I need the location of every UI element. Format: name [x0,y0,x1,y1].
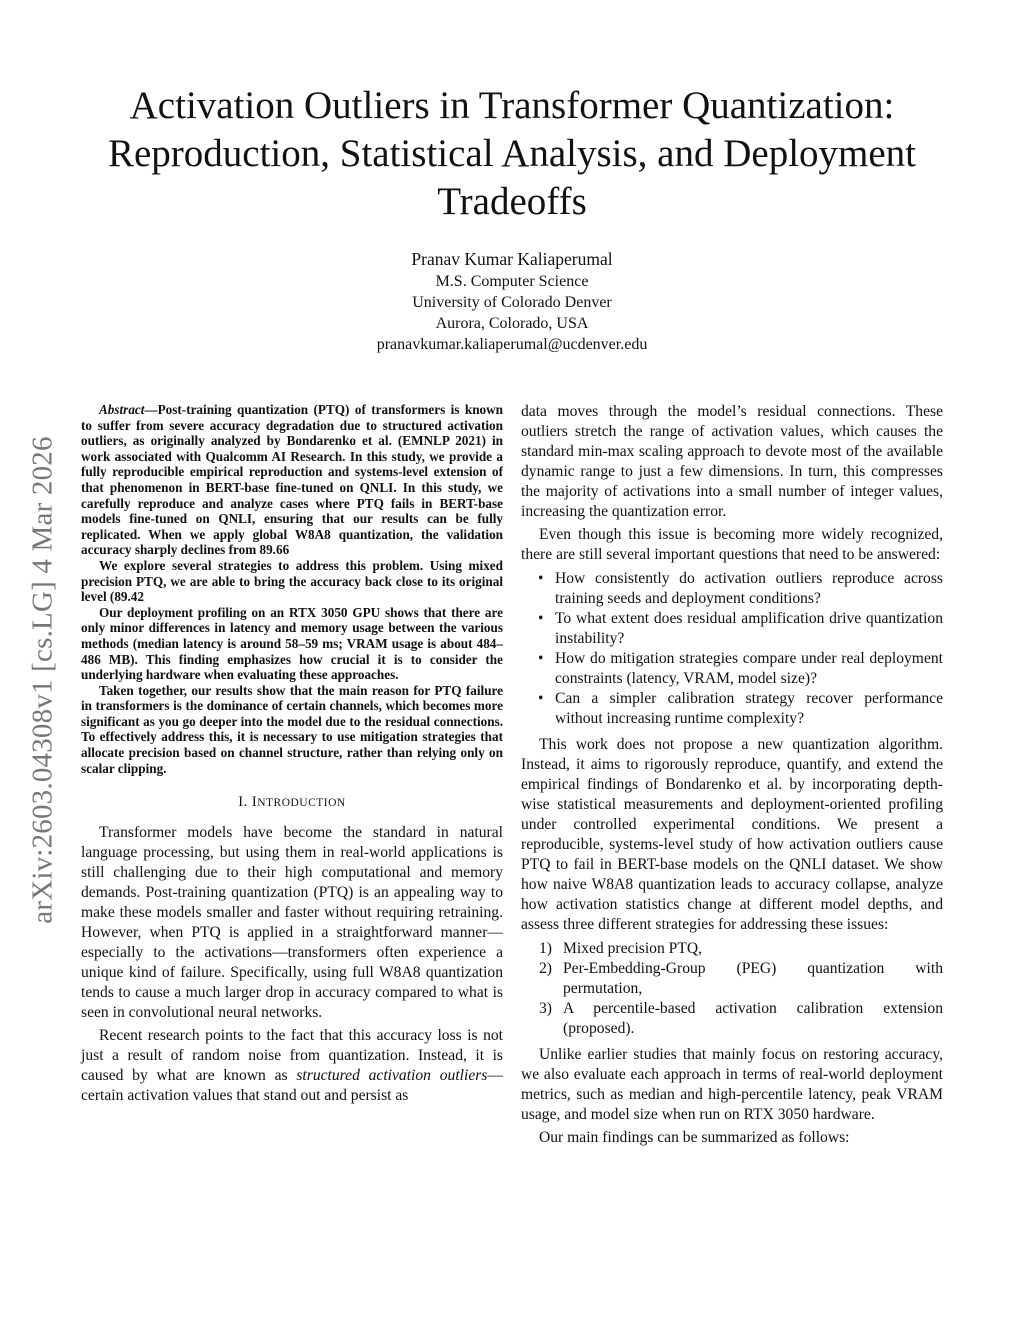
abstract-paragraph-3: Our deployment profiling on an RTX 3050 GPU shows that there are only minor differences in latency and memory usage between the various methods (median latency is around 58–59 ms; VRAM usage is about 484–486 MB). This finding emphasizes how crucial it is to consider the underlying hardware when evaluating these approaches. [81,604,503,683]
bullet-icon: • [538,650,544,667]
intro-p2-start: Recent research points to the fact that this accuracy loss is not just a result of random noise from quantization. Instead, it is caused by what are known as [81,1027,503,1085]
abstract-text-1: —Post-training quantization (PTQ) of transformers is known to suffer from severe accuracy degradation due to structured activation outliers, as originally analyzed by Bondarenko et al. (EMNLP 2021) in work associated with Qualcomm AI Research. In this study, we provide a fully reproducible empirical reproduction and systems-level extension of that phenomenon in BERT-base fine-tuned on QNLI. In this study, we carefully reproduce and analyze cases where PTQ fails in BERT-base models fine-tuned on QNLI, ensuring that our results can be fully replicated. When we apply global W8A8 quantization, the validation accuracy sharply declines from 89.66 [81,402,503,558]
questions-list [521,569,943,729]
intro-paragraph-1: Transformer models have become the standard in natural language processing, but using them in real-world applications is still challenging due to their high computational and memory demands. Post-training quantization (PTQ) is an appealing way to make these models smaller and faster without requiring retraining. However, when PTQ is applied in a straightforward manner—especially to the activations—transformers often experience a unique kind of failure. Specifically, using full W8A8 quantization tends to cause a much larger drop in accuracy compared to what is seen in convolutional neural networks. [81,824,503,1022]
abstract-paragraph-4: Taken together, our results show that the main reason for PTQ failure in transformers is the dominance of certain channels, which becomes more significant as you go deeper into the model due to the residual connections. To effectively address this, it is necessary to use mitigation strategies that allocate precision based on channel structure, rather than relying only on scalar clipping. [81,682,503,776]
intro-p2-end: —certain activation values that stand out and persist as [81,1067,503,1105]
right-paragraph-1: data moves through the model’s residual connections. These outliers stretch the range of activation values, which causes the standard min-max scaling approach to devote most of the available dynamic range to just a few dimensions. In turn, this compresses the majority of activations into a small number of integer values, increasing the quantization error. [521,403,943,520]
author-name: Pranav Kumar Kaliaperumal [411,249,613,269]
list-item: 1) Mixed precision PTQ, [539,940,703,957]
introduction-right [521,402,943,565]
list-item: • Can a simpler calibration strategy recover performance without increasing runtime complexity? [538,690,943,727]
abstract-paragraph-1 [81,402,503,558]
list-item: • How do mitigation strategies compare under real deployment constraints (latency, VRAM, model size)? [538,650,943,687]
list-item: 2) Per-Embedding-Group (PEG) quantization with permutation, [539,960,943,997]
strategies-list [521,939,943,1039]
right-paragraph-5: Our main findings can be summarized as follows: [539,1129,850,1146]
right-paragraph-4: Unlike earlier studies that mainly focus on restoring accuracy, we also evaluate each approach in terms of real-world deployment metrics, such as median and high-percentile latency, peak VRAM usage, and model size when run on RTX 3050 hardware. [521,1046,943,1123]
section-title-rest: NTRODUCTION [257,797,346,810]
right-column [521,402,943,1151]
left-column [81,402,503,1109]
bullet-icon: • [538,690,544,707]
introduction-left [81,823,503,1106]
arxiv-identifier: arXiv:2603.04308v1 [cs.LG] 4 Mar 2026 [26,436,59,924]
section-heading-introduction [81,794,503,811]
abstract-paragraph-2: We explore several strategies to address this problem. Using mixed precision PTQ, we are able to bring the accuracy back close to its original level (89.42 [81,557,503,605]
section-numeral: I. [238,794,248,811]
paper-title: Activation Outliers in Transformer Quantization: Reproduction, Statistical Analysis, and Deployment Tradeoffs [107,84,917,223]
abstract [81,402,503,776]
arxiv-sidebar [18,375,68,985]
introduction-right-cont [521,735,943,935]
author-block [262,247,762,355]
introduction-right-end [521,1045,943,1148]
list-item: • To what extent does residual amplification drive quantization instability? [538,610,943,647]
author-university: University of Colorado Denver [412,294,612,311]
bullet-icon: • [538,610,544,627]
right-paragraph-3: This work does not propose a new quantization algorithm. Instead, it aims to rigorously reproduce, quantify, and extend the empirical findings of Bondarenko et al. by incorporating depth-wise statistical measurements and deployment-oriented profiling under controlled experimental conditions. We present a reproducible, systems-level study of how activation outliers cause PTQ to fail in BERT-base models on the QNLI dataset. We show how naive W8A8 quantization leads to accuracy collapse, analyze how activation statistics change at different model depths, and assess three different strategies for addressing these issues: [521,736,943,933]
author-email: pranavkumar.kaliaperumal@ucdenver.edu [376,336,648,353]
author-location: Aurora, Colorado, USA [435,315,589,332]
section-title-cap: I [251,794,258,811]
intro-p2-emphasis: structured activation outliers [296,1067,488,1085]
author-degree: M.S. Computer Science [435,273,589,290]
abstract-label: Abstract [99,402,145,417]
list-item: • How consistently do activation outliers reproduce across training seeds and deployment conditions? [538,570,943,607]
intro-paragraph-2 [81,1026,503,1106]
bullet-icon: • [538,570,544,587]
list-item: 3) A percentile-based activation calibration extension (proposed). [539,1000,943,1037]
right-paragraph-2: Even though this issue is becoming more widely recognized, there are still several important questions that need to be answered: [521,526,943,563]
